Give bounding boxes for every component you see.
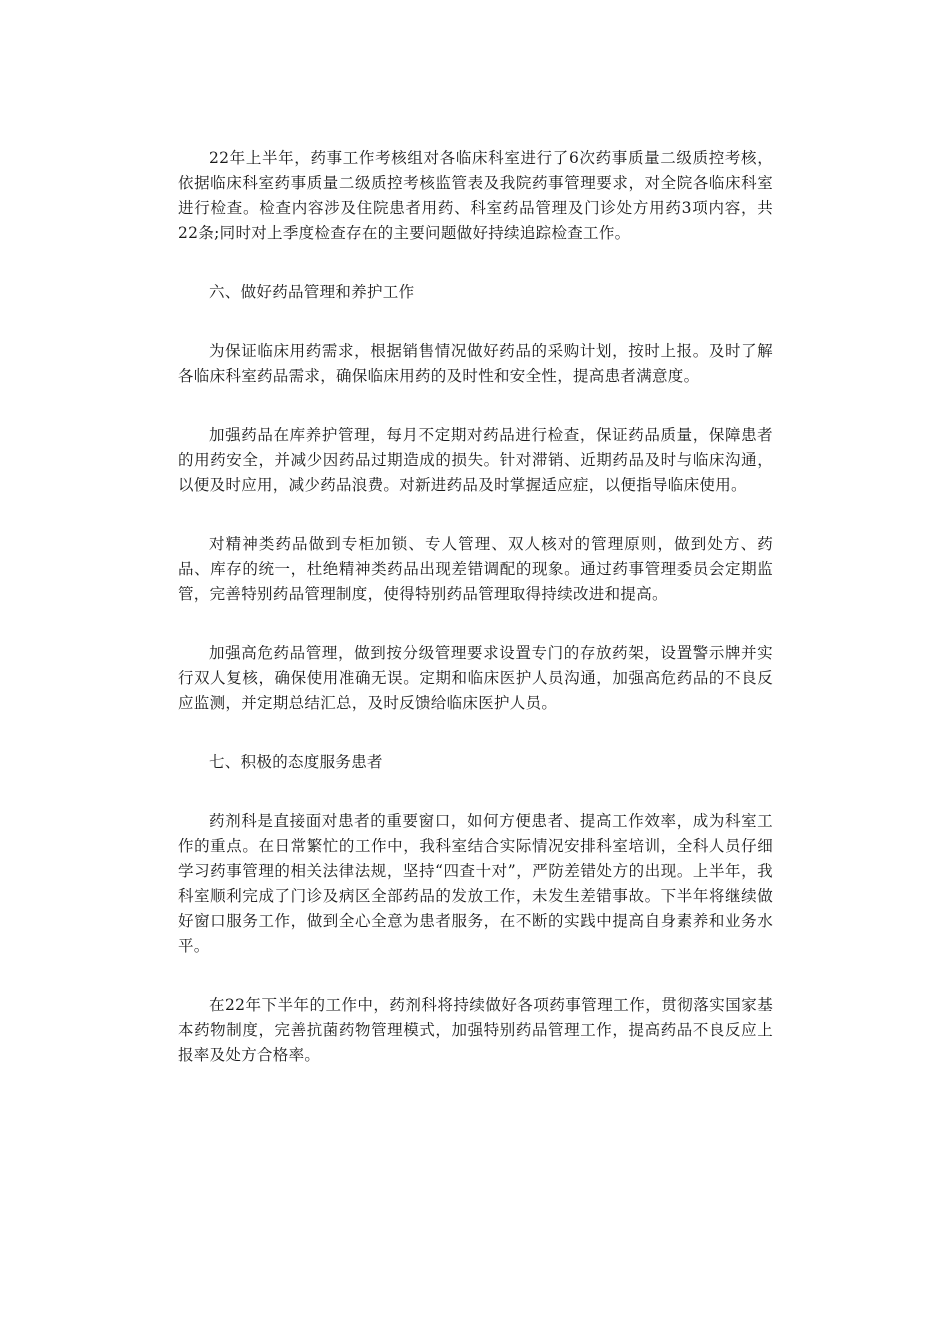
paragraph-pharmacy-window: 药剂科是直接面对患者的重要窗口，如何方便患者、提高工作效率，成为科室工作的重点。在日常繁忙的工作中，我科室结合实际情况安排科室培训，全科人员仔细学习药事管理的相关法律法规，坚持“四查十对”，严防差错处方的出现。上半年，我科室顺利完成了门诊及病区全部药品的发放工作，未发生差错事故。下半年将继续做好窗口服务工作，做到全心全意为患者服务，在不断的实践中提高自身素养和业务水平。: [178, 812, 773, 955]
paragraph-drug-quality-inspection: 22年上半年，药事工作考核组对各临床科室进行了6次药事质量二级质控考核，依据临床科室药事质量二级质控考核监管表及我院药事管理要求，对全院各临床科室进行检查。检查内容涉及住院患者用药、科室药品管理及门诊处方用药3项内容，共22条;同时对上季度检查存在的主要问题做好持续追踪检查工作。: [178, 149, 773, 242]
section-heading-patient-service: 七、积极的态度服务患者: [209, 753, 383, 771]
section-heading-drug-management: 六、做好药品管理和养护工作: [209, 283, 415, 301]
paragraph-procurement: 为保证临床用药需求，根据销售情况做好药品的采购计划，按时上报。及时了解各临床科室药品需求，确保临床用药的及时性和安全性，提高患者满意度。: [178, 342, 773, 385]
paragraph-high-risk-drugs: 加强高危药品管理，做到按分级管理要求设置专门的存放药架，设置警示牌并实行双人复核，确保使用准确无误。定期和临床医护人员沟通，加强高危药品的不良反应监测，并定期总结汇总，及时反馈给临床医护人员。: [178, 644, 773, 712]
document-body: [178, 146, 773, 1102]
paragraph-psychotropic-drugs: 对精神类药品做到专柜加锁、专人管理、双人核对的管理原则，做到处方、药品、库存的统一，杜绝精神类药品出现差错调配的现象。通过药事管理委员会定期监管，完善特别药品管理制度，使得特别药品管理取得持续改进和提高。: [178, 535, 773, 603]
paragraph-storage-maintenance: 加强药品在库养护管理，每月不定期对药品进行检查，保证药品质量，保障患者的用药安全，并减少因药品过期造成的损失。针对滞销、近期药品及时与临床沟通，以便及时应用，减少药品浪费。对新进药品及时掌握适应症，以便指导临床使用。: [178, 426, 773, 494]
paragraph-second-half-plan: 在22年下半年的工作中，药剂科将持续做好各项药事管理工作，贯彻落实国家基本药物制度，完善抗菌药物管理模式，加强特别药品管理工作，提高药品不良反应上报率及处方合格率。: [178, 996, 773, 1064]
